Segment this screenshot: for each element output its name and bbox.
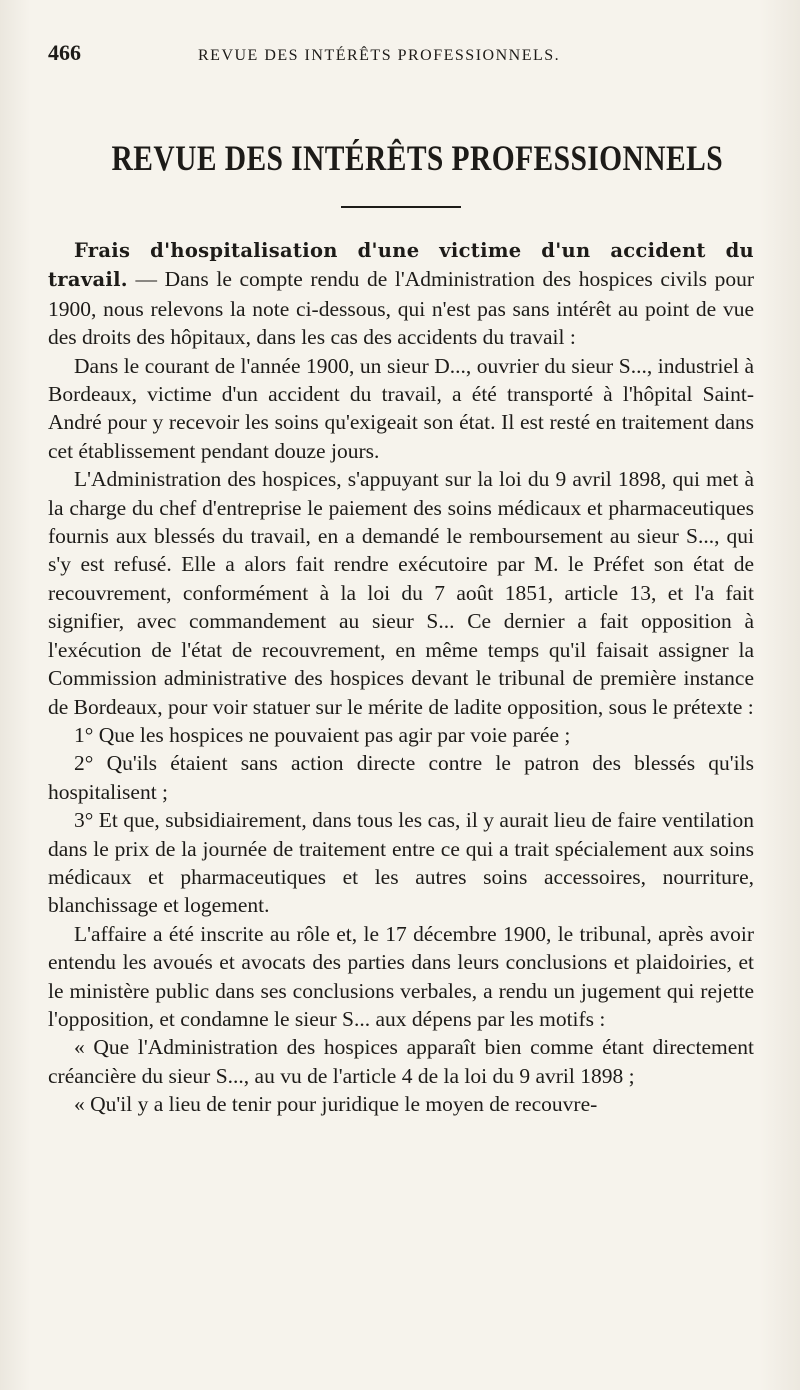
paragraph-text: — Dans le compte rendu de l'Administration des hospices civils pour 1900, nous relevons la note ci-dessous, qui n'est pas sans intérêt au point de vue des droits des hôpitaux, dans les cas des accidents du travail : [48, 267, 754, 350]
article-paragraph: 3° Et que, subsidiairement, dans tous les cas, il y aurait lieu de faire ventilation dans le prix de la journée de traitement entre ce qui a trait spécialement aux soins médicaux et pharmaceutiques et les autres soins accessoires, nourriture, blanchissage et logement. [48, 808, 754, 918]
article-paragraph: 2° Qu'ils étaient sans action directe contre le patron des blessés qu'ils hospitalisent ; [48, 751, 754, 804]
article-paragraph [48, 236, 754, 352]
article-paragraph: L'affaire a été inscrite au rôle et, le 17 décembre 1900, le tribunal, après avoir entendu les avoués et avocats des parties dans leurs conclusions et plaidoiries, et le ministère public dans ses conclusions verbales, a rendu un jugement qui rejette l'opposition, et condamne le sieur S... aux dépens par les motifs : [48, 921, 754, 1031]
article-paragraph: « Qu'il y a lieu de tenir pour juridique le moyen de recouvre- [74, 1092, 598, 1117]
article-body [48, 236, 754, 1119]
article-heading: Frais d'hospitalisation d'une victime d'un accident du travail. [48, 239, 754, 292]
article-paragraph: L'Administration des hospices, s'appuyant sur la loi du 9 avril 1898, qui met à la charge du chef d'entreprise le paiement des soins médicaux et pharmaceutiques fournis aux blessés du travail, en a demandé le remboursement au sieur S..., qui s'y est refusé. Elle a alors fait rendre exécutoire par M. le Préfet son état de recouvrement, conformément à la loi du 7 août 1851, article 13, et l'a fait signifier, avec commandement au sieur S... Ce dernier a fait opposition à l'exécution de l'état de recouvrement, en même temps qu'il faisait assigner la Commission administrative des hospices devant le tribunal de première instance de Bordeaux, pour voir statuer sur le mérite de ladite opposition, sous le prétexte : [48, 467, 754, 719]
running-header [48, 40, 754, 70]
title-rule [341, 206, 461, 208]
running-title: REVUE DES INTÉRÊTS PROFESSIONNELS. [198, 47, 561, 64]
article-paragraph: 1° Que les hospices ne pouvaient pas agir par voie parée ; [74, 722, 571, 747]
article-paragraph: « Que l'Administration des hospices apparaît bien comme étant directement créancière du sieur S..., au vu de l'article 4 de la loi du 9 avril 1898 ; [48, 1035, 754, 1088]
article-paragraph: Dans le courant de l'année 1900, un sieur D..., ouvrier du sieur S..., industriel à Bordeaux, victime d'un accident du travail, a été transporté à l'hôpital Saint-André pour y recevoir les soins qu'exigeait son état. Il est resté en traitement dans cet établissement pendant douze jours. [48, 353, 754, 463]
page-number: 466 [48, 40, 81, 65]
section-title: REVUE DES INTÉRÊTS PROFESSIONNELS [111, 138, 724, 178]
